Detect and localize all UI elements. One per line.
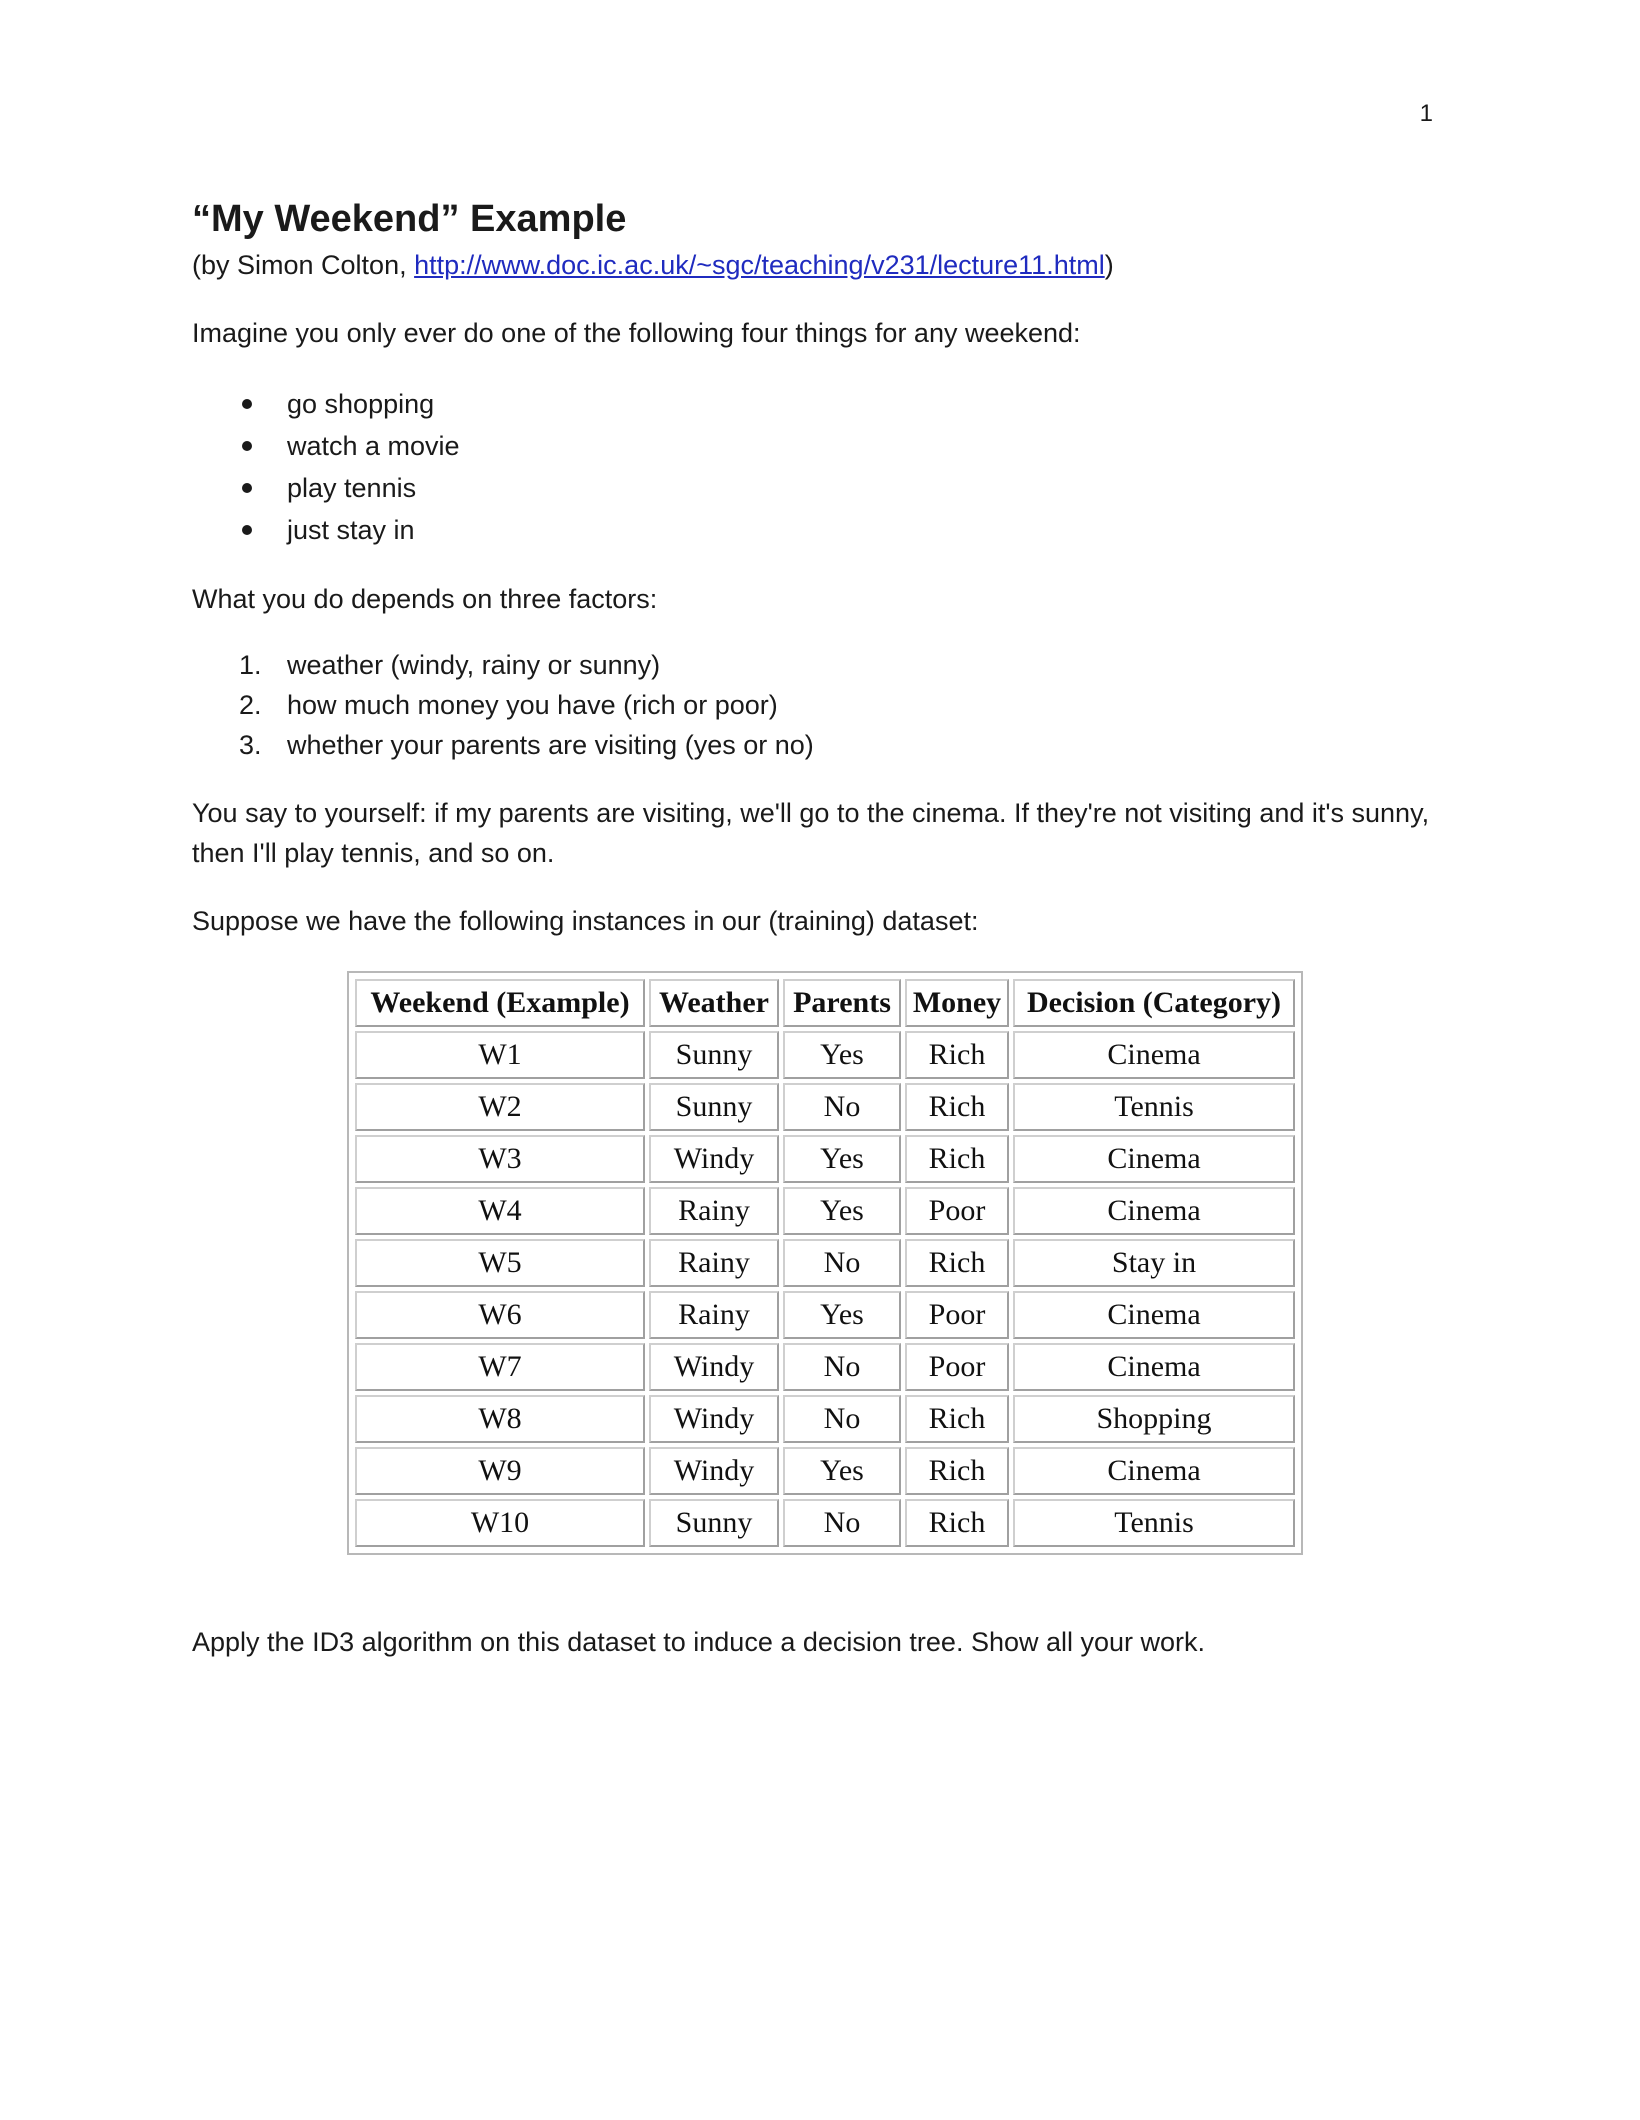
page-number: 1 [1419,100,1433,127]
bullet-icon [242,525,252,535]
cell-weekend: W10 [355,1499,645,1547]
cell-weather: Windy [649,1343,779,1391]
header-decision: Decision (Category) [1013,979,1295,1027]
header-parents: Parents [783,979,901,1027]
factor-text: how much money you have (rich or poor) [287,690,778,720]
cell-decision: Cinema [1013,1447,1295,1495]
cell-weather: Windy [649,1135,779,1183]
activity-list [192,383,1452,551]
cell-weekend: W3 [355,1135,645,1183]
list-item [192,467,1452,509]
factor-text: whether your parents are visiting (yes or no) [287,730,814,760]
cell-weekend: W1 [355,1031,645,1079]
cell-parents: No [783,1343,901,1391]
factors-intro: What you do depends on three factors: [192,584,658,614]
cell-weekend: W2 [355,1083,645,1131]
dataset-table-frame [347,971,1303,1555]
cell-parents: No [783,1395,901,1443]
byline [192,247,1452,283]
dataset-intro: Suppose we have the following instances in our (training) dataset: [192,906,979,936]
cell-money: Rich [905,1499,1009,1547]
cell-decision: Cinema [1013,1031,1295,1079]
cell-parents: Yes [783,1291,901,1339]
table-row [355,1083,1295,1131]
activity-label: play tennis [287,473,417,503]
list-item [192,383,1452,425]
cell-money: Rich [905,1083,1009,1131]
cell-money: Rich [905,1447,1009,1495]
table-row [355,1239,1295,1287]
cell-money: Poor [905,1291,1009,1339]
cell-parents: Yes [783,1447,901,1495]
table-row [355,1291,1295,1339]
header-weekend: Weekend (Example) [355,979,645,1027]
cell-decision: Tennis [1013,1499,1295,1547]
cell-weather: Windy [649,1395,779,1443]
cell-weekend: W9 [355,1447,645,1495]
cell-money: Rich [905,1135,1009,1183]
list-item [192,509,1452,551]
cell-decision: Tennis [1013,1083,1295,1131]
reasoning-paragraph: You say to yourself: if my parents are visiting, we'll go to the cinema. If they're not visiting and it's sunny, then I'll play tennis, and so on. [192,798,1430,868]
page-title: “My Weekend” Example [192,198,627,240]
factor-text: weather (windy, rainy or sunny) [287,650,661,680]
cell-parents: No [783,1239,901,1287]
table-row [355,1031,1295,1079]
table-row [355,1187,1295,1235]
lecture-link[interactable]: http://www.doc.ic.ac.uk/~sgc/teaching/v231/lecture11.html [414,250,1105,280]
factor-number: 3. [239,730,262,760]
table-row [355,1343,1295,1391]
bullet-icon [242,441,252,451]
factors-list [192,645,1452,765]
factor-number: 2. [239,690,262,720]
cell-weekend: W4 [355,1187,645,1235]
cell-weather: Sunny [649,1031,779,1079]
cell-parents: No [783,1083,901,1131]
bullet-icon [242,483,252,493]
cell-decision: Cinema [1013,1187,1295,1235]
cell-weather: Sunny [649,1083,779,1131]
dataset-table [351,975,1299,1551]
table-row [355,1395,1295,1443]
intro-paragraph: Imagine you only ever do one of the following four things for any weekend: [192,318,1081,348]
bullet-icon [242,399,252,409]
cell-decision: Cinema [1013,1343,1295,1391]
cell-weather: Windy [649,1447,779,1495]
cell-decision: Cinema [1013,1291,1295,1339]
cell-parents: Yes [783,1135,901,1183]
activity-label: watch a movie [287,431,460,461]
cell-money: Rich [905,1239,1009,1287]
activity-label: just stay in [287,515,415,545]
list-item [192,645,1452,685]
task-paragraph: Apply the ID3 algorithm on this dataset to induce a decision tree. Show all your work. [192,1627,1206,1657]
table-row [355,1447,1295,1495]
list-item [192,725,1452,765]
cell-parents: No [783,1499,901,1547]
cell-weather: Rainy [649,1239,779,1287]
cell-weekend: W7 [355,1343,645,1391]
cell-weekend: W6 [355,1291,645,1339]
cell-decision: Cinema [1013,1135,1295,1183]
header-money: Money [905,979,1009,1027]
list-item [192,425,1452,467]
table-row [355,1499,1295,1547]
list-item [192,685,1452,725]
cell-parents: Yes [783,1187,901,1235]
byline-suffix: ) [1104,250,1114,280]
byline-prefix: (by Simon Colton, [192,250,415,280]
cell-decision: Stay in [1013,1239,1295,1287]
cell-weather: Rainy [649,1291,779,1339]
document-body [192,195,1452,1662]
cell-money: Poor [905,1187,1009,1235]
factor-number: 1. [239,650,262,680]
cell-weekend: W5 [355,1239,645,1287]
activity-label: go shopping [287,389,435,419]
cell-weather: Sunny [649,1499,779,1547]
cell-money: Poor [905,1343,1009,1391]
cell-money: Rich [905,1031,1009,1079]
cell-weather: Rainy [649,1187,779,1235]
cell-decision: Shopping [1013,1395,1295,1443]
cell-money: Rich [905,1395,1009,1443]
header-weather: Weather [649,979,779,1027]
cell-weekend: W8 [355,1395,645,1443]
table-row [355,1135,1295,1183]
cell-parents: Yes [783,1031,901,1079]
table-header-row [355,979,1295,1027]
